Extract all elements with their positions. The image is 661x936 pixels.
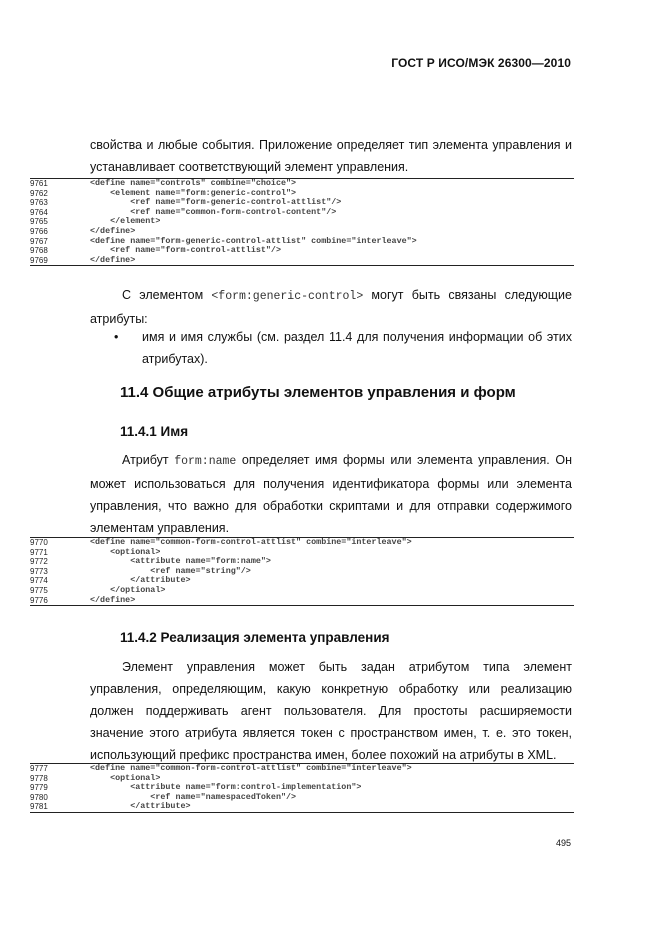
code-listing-3: [30, 763, 574, 813]
code-text: <attribute name="form:name">: [90, 556, 271, 567]
code-text: <define name="form-generic-control-attlist" combine="interleave">: [90, 235, 417, 246]
code-text: </element>: [90, 216, 161, 227]
code-text: <ref name="form-control-attlist"/>: [90, 245, 281, 256]
line-number: 9779: [30, 783, 48, 793]
line-number: 9774: [30, 576, 48, 586]
inline-code-form-name: form:name: [174, 455, 237, 468]
code-text: <define name="common-form-control-attlist" combine="interleave">: [90, 537, 412, 547]
line-number: 9764: [30, 207, 48, 217]
line-number: 9768: [30, 246, 48, 256]
line-number: 9776: [30, 595, 48, 605]
paragraph-generic-control: [90, 284, 572, 330]
line-number: 9765: [30, 217, 48, 227]
bullet-symbol: •: [114, 330, 119, 344]
line-number: 9761: [30, 179, 48, 188]
para3-post: определяет имя формы или элемента управления. Он может использоваться для получения идентификатора формы или элемента управления, что важно для обработки скриптами и для отправки содержимого элементам управления.: [90, 453, 572, 535]
bullet-text: имя и имя службы (см. раздел 11.4 для получения информации об этих атрибутах).: [142, 330, 572, 366]
line-number: 9773: [30, 566, 48, 576]
line-number: 9778: [30, 773, 48, 783]
section-heading-11-4: 11.4 Общие атрибуты элементов управления и форм: [120, 384, 516, 401]
paragraph-control-implementation: Элемент управления может быть задан атрибутом типа элемент управления, определяющим, какую конкретную обработку или реализацию должен поддерживать агент пользователя. Для простоты расширяемости значение этого атрибута является токен с пространством имен, т. е. это токен, использующий префикс пространства имен, более похожий на атрибуты в XML.: [90, 660, 572, 762]
page-number: 495: [555, 838, 571, 848]
subsection-heading-11-4-1: 11.4.1 Имя: [120, 424, 189, 439]
para2-pre: С элементом: [122, 288, 212, 302]
line-number: 9781: [30, 802, 48, 812]
line-number: 9763: [30, 198, 48, 208]
code-listing-2: [30, 537, 574, 606]
code-text: <optional>: [90, 772, 161, 783]
inline-code-generic-control: <form:generic-control>: [211, 290, 364, 303]
paragraph-form-name: [90, 449, 572, 539]
subsection-heading-11-4-2: 11.4.2 Реализация элемента управления: [120, 630, 390, 645]
line-number: 9767: [30, 236, 48, 246]
code-text: </attribute>: [90, 575, 191, 586]
code-text: </attribute>: [90, 801, 191, 812]
code-text: <optional>: [90, 546, 161, 557]
code-text: <ref name="string"/>: [90, 565, 251, 576]
line-number: 9777: [30, 764, 48, 773]
line-number: 9771: [30, 547, 48, 557]
line-number: 9770: [30, 538, 48, 547]
line-number: 9766: [30, 226, 48, 236]
line-number: 9775: [30, 585, 48, 595]
code-text: <ref name="common-form-control-content"/>: [90, 206, 337, 217]
paragraph-continuation: свойства и любые события. Приложение определяет тип элемента управления и устанавливает соответствующий элемент управления.: [90, 138, 572, 174]
code-text: </define>: [90, 594, 136, 605]
code-text: <define name="common-form-control-attlist" combine="interleave">: [90, 763, 412, 773]
code-text: </define>: [90, 254, 136, 265]
code-listing-1: [30, 178, 574, 266]
code-text: </optional>: [90, 584, 166, 595]
line-number: 9769: [30, 255, 48, 265]
code-line: [30, 256, 574, 266]
code-text: <ref name="namespacedToken"/>: [90, 791, 297, 802]
line-number: 9772: [30, 557, 48, 567]
code-text: <ref name="form-generic-control-attlist"/>: [90, 197, 342, 208]
para3-pre: Атрибут: [122, 453, 175, 467]
code-line: [30, 596, 574, 606]
document-header: ГОСТ Р ИСО/МЭК 26300—2010: [391, 56, 571, 70]
code-text: </define>: [90, 225, 136, 236]
code-text: <define name="controls" combine="choice">: [90, 178, 297, 188]
code-line: [30, 802, 574, 812]
code-text: <attribute name="form:control-implementation">: [90, 782, 362, 793]
line-number: 9780: [30, 792, 48, 802]
code-text: <element name="form:generic-control">: [90, 187, 297, 198]
bullet-item: [114, 326, 572, 370]
para2-post: могут быть связаны следующие атрибуты:: [90, 288, 572, 326]
line-number: 9762: [30, 188, 48, 198]
